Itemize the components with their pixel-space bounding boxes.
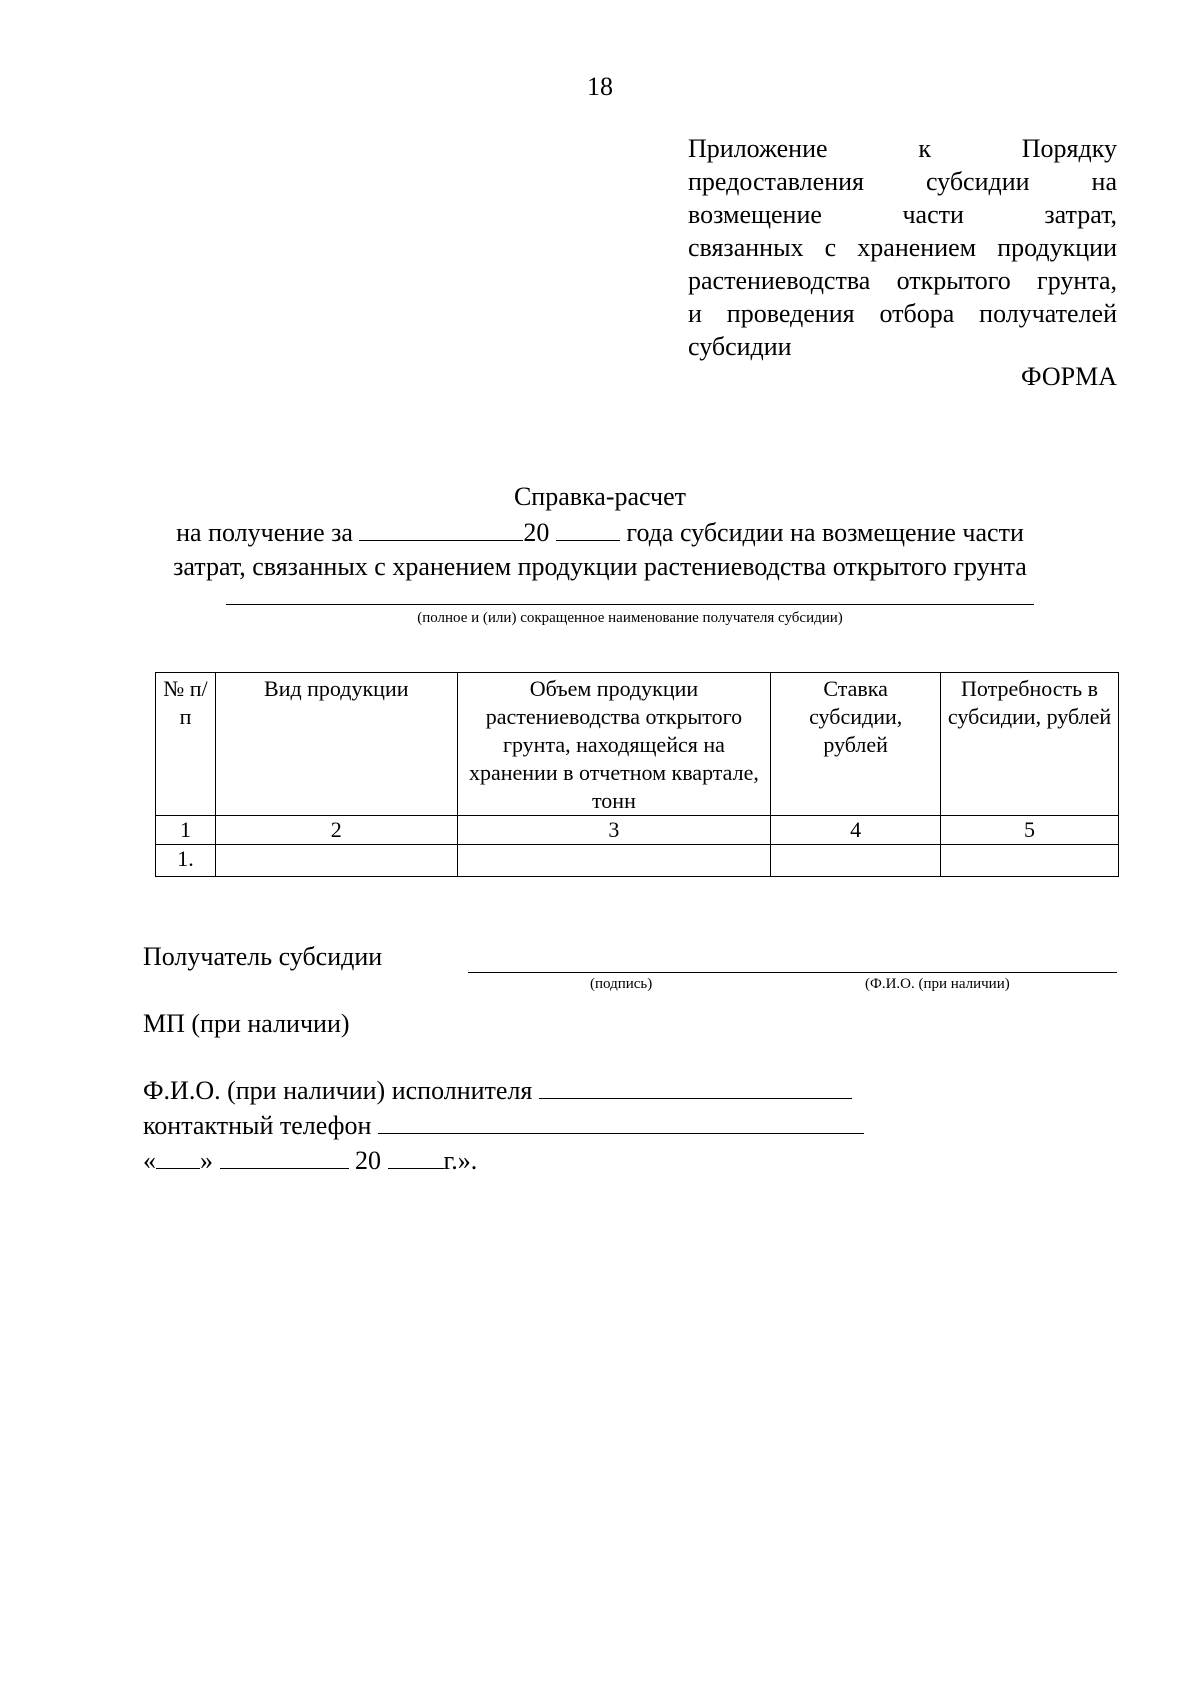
date-suffix: г.».: [443, 1146, 478, 1175]
year-prefix: 20: [523, 518, 550, 547]
recipient-caption: (полное и (или) сокращенное наименование получателя субсидии): [417, 610, 843, 626]
page-number: 18: [587, 72, 613, 101]
executor-name-blank[interactable]: [539, 1072, 852, 1099]
appendix-line: и проведения отбора получателей: [688, 299, 1117, 328]
column-header-need: Потребность в субсидии, рублей: [941, 673, 1119, 816]
column-header-volume: Объем продукции растениеводства открытого грунта, находящейся на хранении в отчетном квартале, тонн: [457, 673, 771, 816]
column-number: 1: [156, 816, 216, 845]
date-close-quote: »: [200, 1146, 213, 1175]
period-blank[interactable]: [359, 514, 523, 541]
column-header-number: № п/п: [156, 673, 216, 816]
phone-label: контактный телефон: [143, 1111, 372, 1140]
appendix-line: связанных с хранением продукции: [688, 233, 1117, 262]
column-number: 2: [215, 816, 457, 845]
appendix-line: Приложение к Порядку: [688, 134, 1117, 163]
calculation-table: [155, 672, 1119, 877]
appendix-line: растениеводства открытого грунта,: [688, 266, 1117, 295]
document-title: [0, 480, 1200, 584]
date-year-prefix: 20: [355, 1146, 381, 1175]
month-blank[interactable]: [220, 1142, 349, 1169]
date-line: [143, 1142, 864, 1177]
title-prefix: на получение за: [176, 518, 353, 547]
appendix-line: субсидии: [688, 332, 792, 361]
column-number: 5: [941, 816, 1119, 845]
volume-cell[interactable]: [457, 845, 771, 877]
table-row: [156, 845, 1119, 877]
title-line-1: Справка-расчет: [513, 482, 687, 511]
column-number: 4: [771, 816, 941, 845]
product-type-cell[interactable]: [215, 845, 457, 877]
recipient-name-blank[interactable]: [226, 604, 1034, 605]
title-line-3: затрат, связанных с хранением продукции растениеводства открытого грунта: [173, 552, 1027, 581]
executor-line: [143, 1072, 864, 1107]
name-caption: (Ф.И.О. (при наличии): [865, 976, 1010, 992]
phone-line: [143, 1107, 864, 1142]
year-blank[interactable]: [556, 514, 620, 541]
day-blank[interactable]: [156, 1142, 200, 1169]
form-label: ФОРМА: [1021, 362, 1117, 391]
appendix-line: предоставления субсидии на: [688, 167, 1117, 196]
column-header-rate: Ставка субсидии, рублей: [771, 673, 941, 816]
executor-label: Ф.И.О. (при наличии) исполнителя: [143, 1076, 533, 1105]
appendix-header: [688, 132, 1117, 363]
recipient-signature-label: Получатель субсидии: [143, 942, 383, 971]
date-year-blank[interactable]: [388, 1142, 444, 1169]
need-cell[interactable]: [941, 845, 1119, 877]
stamp-label: МП (при наличии): [143, 1009, 350, 1038]
table-header-row: [156, 673, 1119, 816]
signature-caption: (подпись): [590, 976, 653, 992]
contact-block: [143, 1072, 864, 1177]
column-number: 3: [457, 816, 771, 845]
title-suffix: года субсидии на возмещение части: [626, 518, 1024, 547]
rate-cell[interactable]: [771, 845, 941, 877]
date-open-quote: «: [143, 1146, 156, 1175]
phone-blank[interactable]: [378, 1107, 864, 1134]
row-number-cell: 1.: [156, 845, 216, 877]
appendix-line: возмещение части затрат,: [688, 200, 1117, 229]
title-line-2: [0, 514, 1200, 550]
column-header-product-type: Вид продукции: [215, 673, 457, 816]
column-number-row: [156, 816, 1119, 845]
signature-blank[interactable]: [468, 972, 1117, 973]
